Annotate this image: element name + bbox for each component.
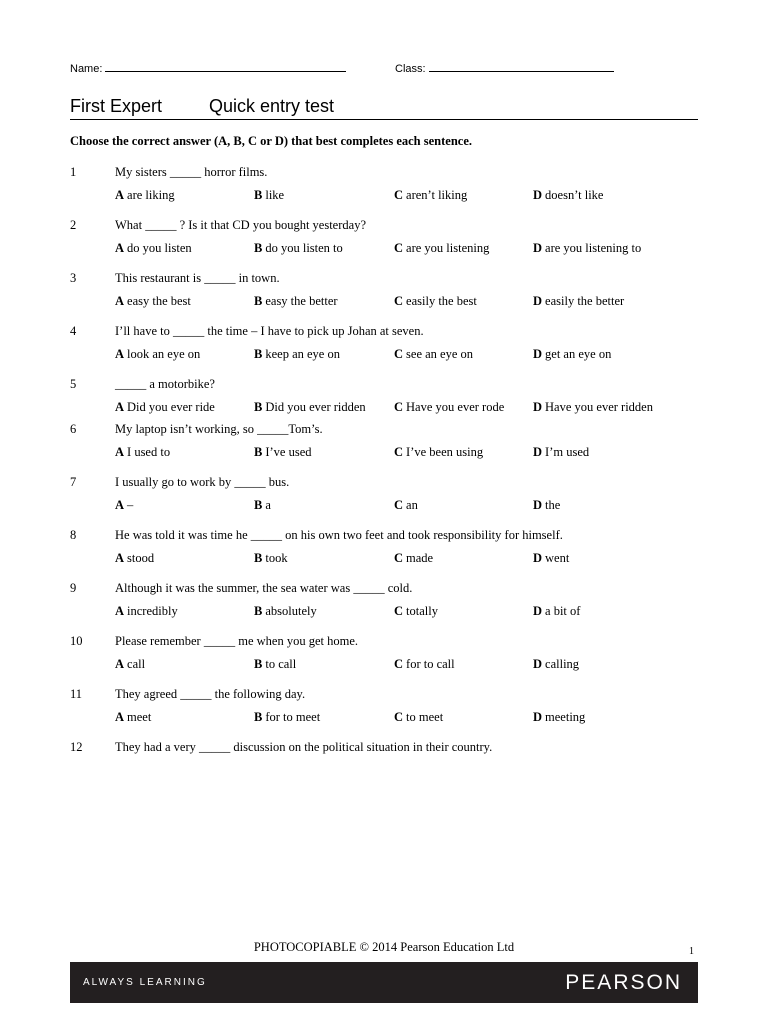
option-text: went [545,551,570,565]
option-letter: B [254,188,263,202]
answer-option-d [533,551,569,566]
answer-option-b [254,294,338,309]
option-letter: C [394,188,404,202]
option-letter: B [254,604,263,618]
answer-option-b [254,604,317,619]
answer-option-d [533,347,611,362]
option-letter: C [394,498,404,512]
question-number: 9 [70,581,77,595]
option-text: Have you ever ridden [545,400,653,414]
question-text: My laptop isn’t working, so _____Tom’s. [115,422,323,436]
option-text: Did you ever ridden [265,400,366,414]
answer-option-d [533,188,603,203]
option-letter: B [254,400,263,414]
answer-option-d [533,445,589,460]
option-letter: A [115,498,125,512]
footer-tagline: ALWAYS LEARNING [83,977,207,988]
answer-option-a [115,445,170,460]
option-letter: D [533,241,543,255]
option-text: meet [127,710,152,724]
option-letter: A [115,188,125,202]
answer-option-a [115,604,178,619]
option-text: I’ve used [265,445,312,459]
option-letter: B [254,445,263,459]
instructions: Choose the correct answer (A, B, C or D) that best completes each sentence. [70,134,472,148]
option-text: totally [406,604,438,618]
option-text: like [265,188,285,202]
option-letter: D [533,604,543,618]
option-letter: A [115,657,125,671]
option-letter: B [254,710,263,724]
answer-option-a [115,710,151,725]
option-text: the [545,498,561,512]
footer-bar [70,962,698,1003]
option-text: a bit of [545,604,581,618]
question-number: 12 [70,740,83,754]
option-letter: A [115,241,125,255]
option-text: call [127,657,146,671]
option-text: Have you ever rode [406,400,505,414]
option-text: meeting [545,710,586,724]
name-line [105,62,346,72]
answer-option-a [115,241,192,256]
option-text: aren’t liking [406,188,468,202]
answer-option-c [394,710,443,725]
option-text: for to meet [265,710,321,724]
option-text: are liking [127,188,175,202]
answer-option-a [115,657,145,672]
option-text: see an eye on [406,347,474,361]
question-number: 6 [70,422,77,436]
answer-option-a [115,347,200,362]
answer-option-c [394,188,467,203]
option-text: – [127,498,134,512]
answer-option-b [254,400,366,415]
class-field [395,62,614,75]
answer-option-a [115,498,133,513]
answer-option-c [394,294,477,309]
option-text: doesn’t like [545,188,604,202]
option-letter: B [254,498,263,512]
answer-option-d [533,604,580,619]
option-text: keep an eye on [265,347,340,361]
option-text: I used to [127,445,171,459]
option-text: I’m used [545,445,590,459]
answer-option-b [254,445,312,460]
option-text: incredibly [127,604,178,618]
option-letter: D [533,551,543,565]
option-letter: C [394,241,404,255]
question-text: I usually go to work by _____ bus. [115,475,290,489]
answer-option-c [394,241,489,256]
question-text: What _____ ? Is it that CD you bought yesterday? [115,218,366,232]
option-letter: B [254,241,263,255]
title-subtitle: Quick entry test [209,96,335,116]
question-number: 4 [70,324,77,338]
option-letter: A [115,551,125,565]
option-letter: C [394,710,404,724]
answer-option-d [533,241,641,256]
answer-option-a [115,400,215,415]
question-number: 8 [70,528,77,542]
option-text: an [406,498,418,512]
option-text: are you listening to [545,241,642,255]
option-letter: D [533,657,543,671]
answer-option-c [394,445,483,460]
option-text: for to call [406,657,455,671]
page-title [70,96,335,117]
answer-option-c [394,400,504,415]
option-letter: A [115,710,125,724]
title-main: First Expert [70,96,163,116]
answer-option-c [394,347,473,362]
option-text: do you listen to [265,241,343,255]
answer-option-d [533,498,560,513]
option-letter: B [254,294,263,308]
answer-option-a [115,188,175,203]
option-text: are you listening [406,241,490,255]
option-letter: D [533,188,543,202]
option-text: a [265,498,271,512]
option-letter: A [115,445,125,459]
option-text: calling [545,657,580,671]
option-letter: C [394,604,404,618]
answer-option-b [254,241,343,256]
option-letter: D [533,445,543,459]
option-letter: B [254,347,263,361]
option-text: I’ve been using [406,445,484,459]
option-text: get an eye on [545,347,612,361]
option-letter: C [394,347,404,361]
option-text: easy the better [265,294,338,308]
answer-option-a [115,551,154,566]
option-letter: C [394,294,404,308]
option-letter: A [115,347,125,361]
answer-option-b [254,551,288,566]
name-field [70,62,346,75]
option-text: to meet [406,710,444,724]
answer-option-d [533,657,579,672]
option-letter: C [394,551,404,565]
option-letter: D [533,710,543,724]
class-label: Class: [395,63,426,75]
answer-option-c [394,498,418,513]
question-text: Although it was the summer, the sea water was _____ cold. [115,581,413,595]
question-text: This restaurant is _____ in town. [115,271,280,285]
question-number: 5 [70,377,77,391]
question-number: 3 [70,271,77,285]
answer-option-d [533,294,624,309]
answer-option-c [394,657,455,672]
answer-option-b [254,347,340,362]
option-letter: C [394,657,404,671]
question-text: They agreed _____ the following day. [115,687,306,701]
question-text: He was told it was time he _____ on his own two feet and took responsibility for himself. [115,528,563,542]
question-text: I’ll have to _____ the time – I have to pick up Johan at seven. [115,324,424,338]
question-number: 1 [70,165,77,179]
option-letter: D [533,400,543,414]
class-line [429,62,614,72]
question-text: Please remember _____ me when you get home. [115,634,358,648]
question-number: 7 [70,475,77,489]
answer-option-b [254,188,284,203]
option-text: Did you ever ride [127,400,215,414]
option-letter: B [254,657,263,671]
question-number: 2 [70,218,77,232]
option-text: stood [127,551,155,565]
answer-option-b [254,710,320,725]
answer-option-b [254,498,271,513]
option-letter: D [533,498,543,512]
title-divider [70,119,698,120]
option-letter: C [394,445,404,459]
option-letter: B [254,551,263,565]
answer-option-c [394,604,438,619]
name-label: Name: [70,63,103,75]
option-letter: C [394,400,404,414]
answer-option-c [394,551,433,566]
option-text: easily the best [406,294,477,308]
option-text: took [265,551,288,565]
option-text: do you listen [127,241,192,255]
question-text: My sisters _____ horror films. [115,165,268,179]
option-letter: A [115,400,125,414]
option-letter: D [533,347,543,361]
option-letter: A [115,294,125,308]
page-number: 1 [689,946,694,957]
answer-option-d [533,400,653,415]
answer-option-d [533,710,585,725]
option-letter: D [533,294,543,308]
question-number: 10 [70,634,83,648]
answer-option-a [115,294,191,309]
option-text: made [406,551,434,565]
publisher-logo: PEARSON [565,971,682,994]
option-text: to call [265,657,297,671]
option-text: easy the best [127,294,191,308]
copyright-notice: PHOTOCOPIABLE © 2014 Pearson Education Ltd [253,940,515,954]
option-text: easily the better [545,294,625,308]
option-letter: A [115,604,125,618]
option-text: absolutely [265,604,317,618]
question-number: 11 [70,687,83,701]
option-text: look an eye on [127,347,201,361]
answer-option-b [254,657,296,672]
question-text: _____ a motorbike? [115,377,215,391]
question-text: They had a very _____ discussion on the political situation in their country. [115,740,493,754]
